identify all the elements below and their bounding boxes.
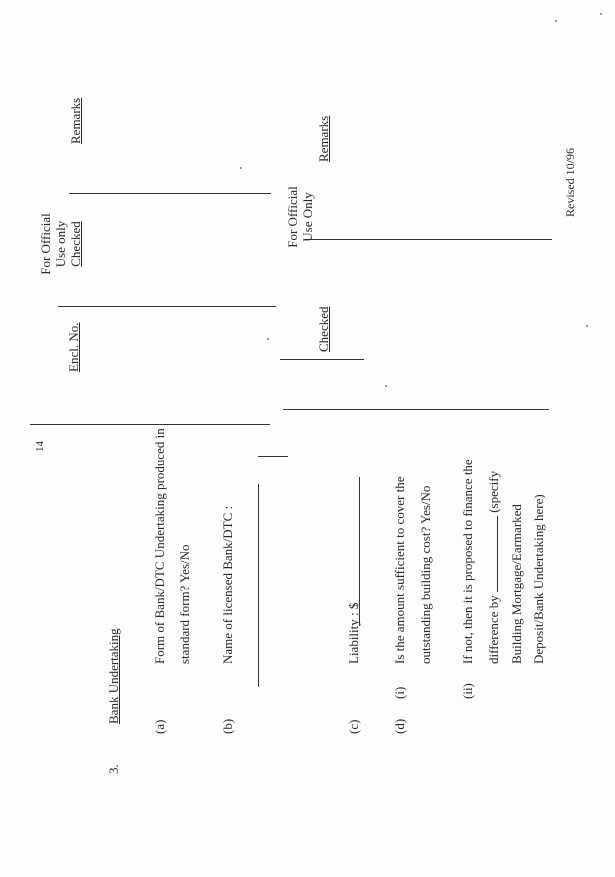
bottom-col-official-line1: For Official: [285, 186, 300, 248]
item-a-line1: Form of Bank/DTC Undertaking produced in: [152, 428, 167, 664]
scan-speck: [385, 385, 387, 387]
top-table-divider-1: [58, 306, 276, 307]
top-table-divider-2: [69, 193, 271, 194]
item-d-ii-line2-pre: difference by: [486, 595, 501, 664]
item-c-label: Liability : $: [346, 602, 361, 664]
item-d-ii-line4: Deposit/Bank Undertaking here): [531, 494, 546, 664]
item-d-i-marker: (i): [392, 686, 407, 699]
item-a-line2: standard form? Yes/No: [177, 544, 192, 664]
item-a-marker: (a): [152, 719, 167, 734]
item-d-i-line2: outstanding building cost? Yes/No: [418, 485, 433, 664]
page-number: 14: [34, 441, 46, 452]
scan-speck: [555, 20, 557, 22]
item-b-marker: (b): [220, 718, 235, 734]
item-b-line1: Name of licensed Bank/DTC :: [220, 505, 235, 664]
bank-name-divider: [258, 456, 288, 457]
scan-speck: [267, 338, 269, 340]
item-d-ii-line3: Building Mortgage/Earmarked: [509, 504, 524, 664]
top-col-remarks: Remarks: [68, 97, 83, 144]
section-title: Bank Undertaking: [106, 628, 121, 724]
item-d-ii-line2: [485, 471, 502, 664]
scan-speck: [586, 325, 588, 327]
revision-footer: Revised 10/96: [563, 148, 577, 217]
top-col-official-line2: Use only: [53, 220, 68, 268]
item-c-marker: (c): [346, 719, 361, 734]
liability-line: [359, 477, 360, 626]
bottom-col-official-line2: Use Only: [300, 192, 315, 242]
item-d-ii-line2-post: (specify: [486, 470, 501, 513]
bottom-table-divider: [305, 239, 552, 240]
section-number: 3.: [106, 764, 121, 774]
bottom-col-official: [285, 182, 315, 252]
liability-divider: [280, 359, 364, 360]
top-col-official-line1: For Official: [38, 213, 53, 275]
item-d-ii-marker: (ii): [460, 683, 475, 699]
scan-speck: [240, 167, 242, 169]
item-d-i-line1: Is the amount sufficient to cover the: [392, 476, 407, 664]
bank-name-line: [258, 484, 259, 687]
top-col-encl-no: Encl. No.: [66, 322, 81, 372]
top-col-official: [38, 209, 83, 279]
difference-blank: [485, 516, 498, 592]
item-d-ii-line1: If not, then it is proposed to finance the: [460, 459, 475, 664]
bottom-table-left-line: [283, 409, 549, 410]
top-col-official-line3: Checked: [68, 221, 83, 267]
bottom-col-checked: Checked: [316, 306, 331, 352]
bottom-col-remarks: Remarks: [316, 115, 331, 162]
item-d-marker: (d): [392, 718, 407, 734]
top-table-left-line: [30, 424, 270, 425]
scan-speck: [600, 13, 602, 15]
